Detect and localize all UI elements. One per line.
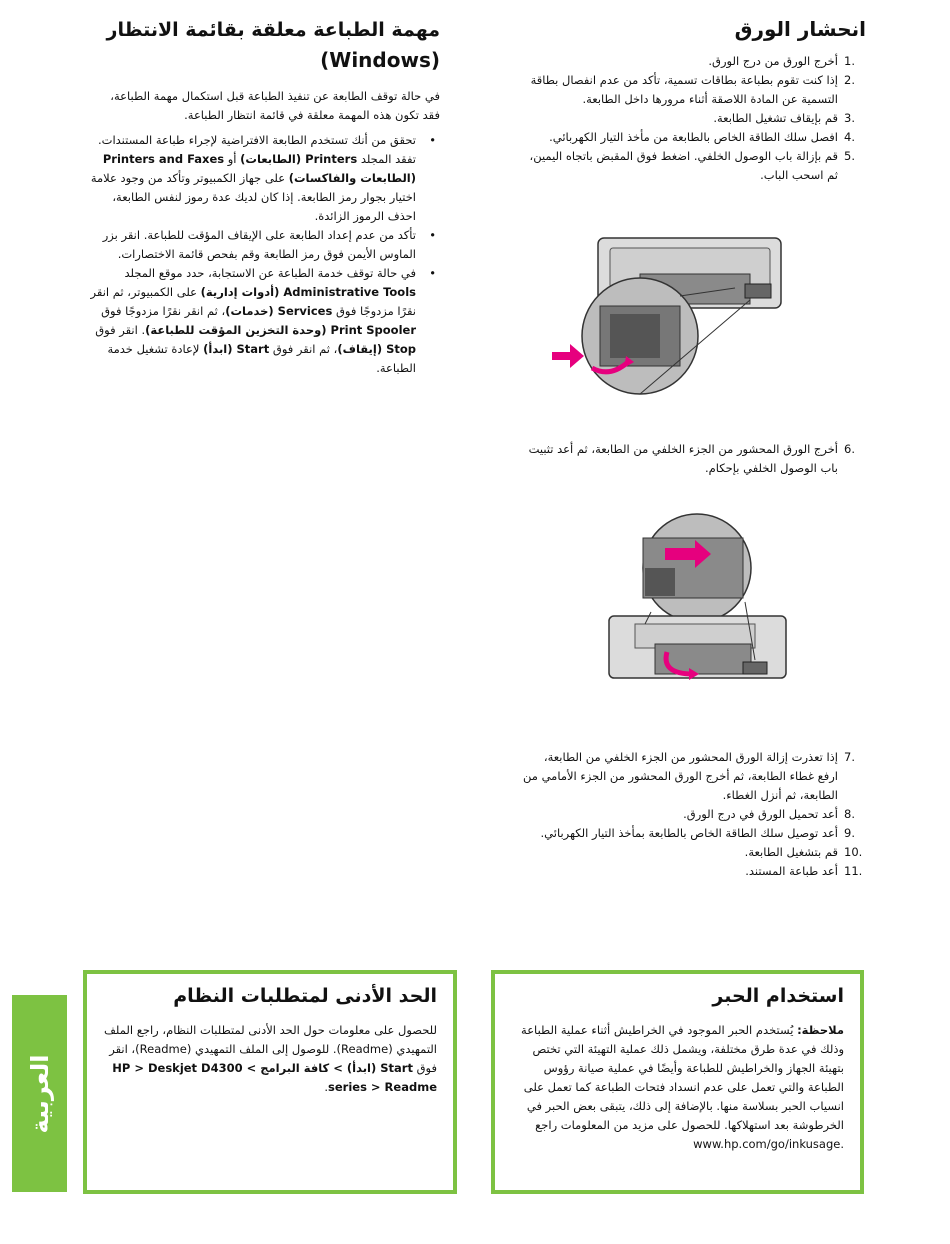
paper-jam-steps-a	[520, 52, 855, 185]
push-arrow-icon	[552, 344, 584, 368]
system-requirements-box	[83, 970, 457, 1194]
list-item: 11. أعد طباعة المستند.	[745, 864, 863, 878]
paper-jam-title: انحشار الورق	[734, 17, 866, 41]
list-item: • تحقق من أنك تستخدم الطابعة الافتراضية لإجراء طباعة المستندات. تفقد المجلد Printers (الطابعات) أو Printers and Faxes (الطابعات والفاكسات) على جهاز الكمبيوتر وتأكد من وجود علامة اختيار بجوار رمز الطابعة. إذا كان لديك عدة رموز لنفس الطابعة، احذف الرموز الزائدة.	[90, 131, 440, 226]
ink-usage-title: استخدام الحبر	[712, 985, 844, 1007]
ink-usage-url[interactable]: www.hp.com/go/inkusage.	[693, 1137, 844, 1152]
list-item: 9. أعد توصيل سلك الطاقة الخاص بالطابعة بمأخذ التيار الكهربائي.	[540, 826, 855, 840]
list-item: 2. إذا كنت تقوم بطباعة بطاقات تسمية، تأكد من عدم انفصال بطاقة التسمية عن المادة اللاصقة أثناء مرورها داخل الطابعة.	[530, 73, 855, 106]
paper-jam-steps-b	[520, 748, 863, 881]
paper-jam-step-6	[520, 440, 855, 478]
system-requirements-title: الحد الأدنى لمتطلبات النظام	[173, 985, 437, 1007]
system-requirements-text: للحصول على معلومات حول الحد الأدنى لمتطلبات النظام، راجع الملف التمهيدي (Readme). للوصول إلى الملف التمهيدي (Readme)، انقر فوق Start (ابدأ) > كافة البرامج > HP > Deskjet D4300 series > Readme.	[104, 1023, 437, 1095]
print-queue-section	[90, 16, 440, 378]
ink-usage-note: ملاحظة: يُستخدم الحبر الموجود في الخراطيش أثناء عملية الطباعة وذلك في عدة طرق مختلفة، ويشمل ذلك عملية التهيئة التي تختص بتهيئة الجهاز والخراطيش للطباعة وأيضًا في عملية صيانة رؤوس الطباعة والتي تعمل على عدم انسداد فتحات الطباعة كما تعمل على انسياب الحبر بسلاسة منها. بالإضافة إلى ذلك، يتبقى بعض الحبر في الخرطوشة بعد استهلاكها. للحصول على مزيد من المعلومات راجع www.hp.com/go/inkusage.	[521, 1023, 844, 1152]
paper-jam-section	[520, 14, 866, 45]
print-queue-tips	[90, 131, 440, 378]
ink-usage-box	[491, 970, 864, 1194]
list-item: 4. افصل سلك الطاقة الخاص بالطابعة من مأخذ التيار الكهربائي.	[549, 130, 855, 144]
language-tab: العربية	[12, 995, 67, 1192]
printer-rear-door-illustration	[540, 236, 785, 398]
printer-remove-jam-illustration	[605, 512, 790, 684]
list-item: 6. أخرج الورق المحشور من الجزء الخلفي من الطابعة، ثم أعد تثبيت باب الوصول الخلفي بإحكام.	[528, 442, 855, 475]
print-queue-intro: في حالة توقف الطابعة عن تنفيذ الطباعة قبل استكمال مهمة الطباعة، فقد تكون هذه المهمة معلقة في قائمة انتظار الطباعة.	[110, 88, 440, 122]
print-queue-title: مهمة الطباعة معلقة بقائمة الانتظار (Windows)	[106, 19, 440, 73]
list-item: 1. أخرج الورق من درج الورق.	[708, 54, 855, 68]
list-item: 7. إذا تعذرت إزالة الورق المحشور من الجزء الخلفي من الطابعة، ارفع غطاء الطابعة، ثم أخرج الورق المحشور من الجزء الأمامي من الطابعة، ثم أنزل الغطاء.	[523, 750, 855, 802]
list-item: 8. أعد تحميل الورق في درج الورق.	[683, 807, 855, 821]
list-item: 5. قم بإزالة باب الوصول الخلفي. اضغط فوق المقبض باتجاه اليمين، ثم اسحب الباب.	[529, 149, 855, 182]
list-item: 10. قم بتشغيل الطابعة.	[744, 845, 863, 859]
list-item: • في حالة توقف خدمة الطباعة عن الاستجابة، حدد موقع المجلد Administrative Tools (أدوات إدارية) على الكمبيوتر، ثم انقر نقرًا مزدوجًا فوق Services (خدمات)، ثم انقر نقرًا مزدوجًا فوق Print Spooler (وحدة التخزين المؤقت للطباعة). انقر فوق Stop (إيقاف)، ثم انقر فوق Start (ابدأ) لإعادة تشغيل خدمة الطباعة.	[90, 264, 440, 378]
list-item: 3. قم بإيقاف تشغيل الطابعة.	[713, 111, 855, 125]
list-item: • تأكد من عدم إعداد الطابعة على الإيقاف المؤقت للطباعة. انقر بزر الماوس الأيمن فوق رمز الطابعة وقم بفحص قائمة الاختصارات.	[90, 226, 440, 264]
